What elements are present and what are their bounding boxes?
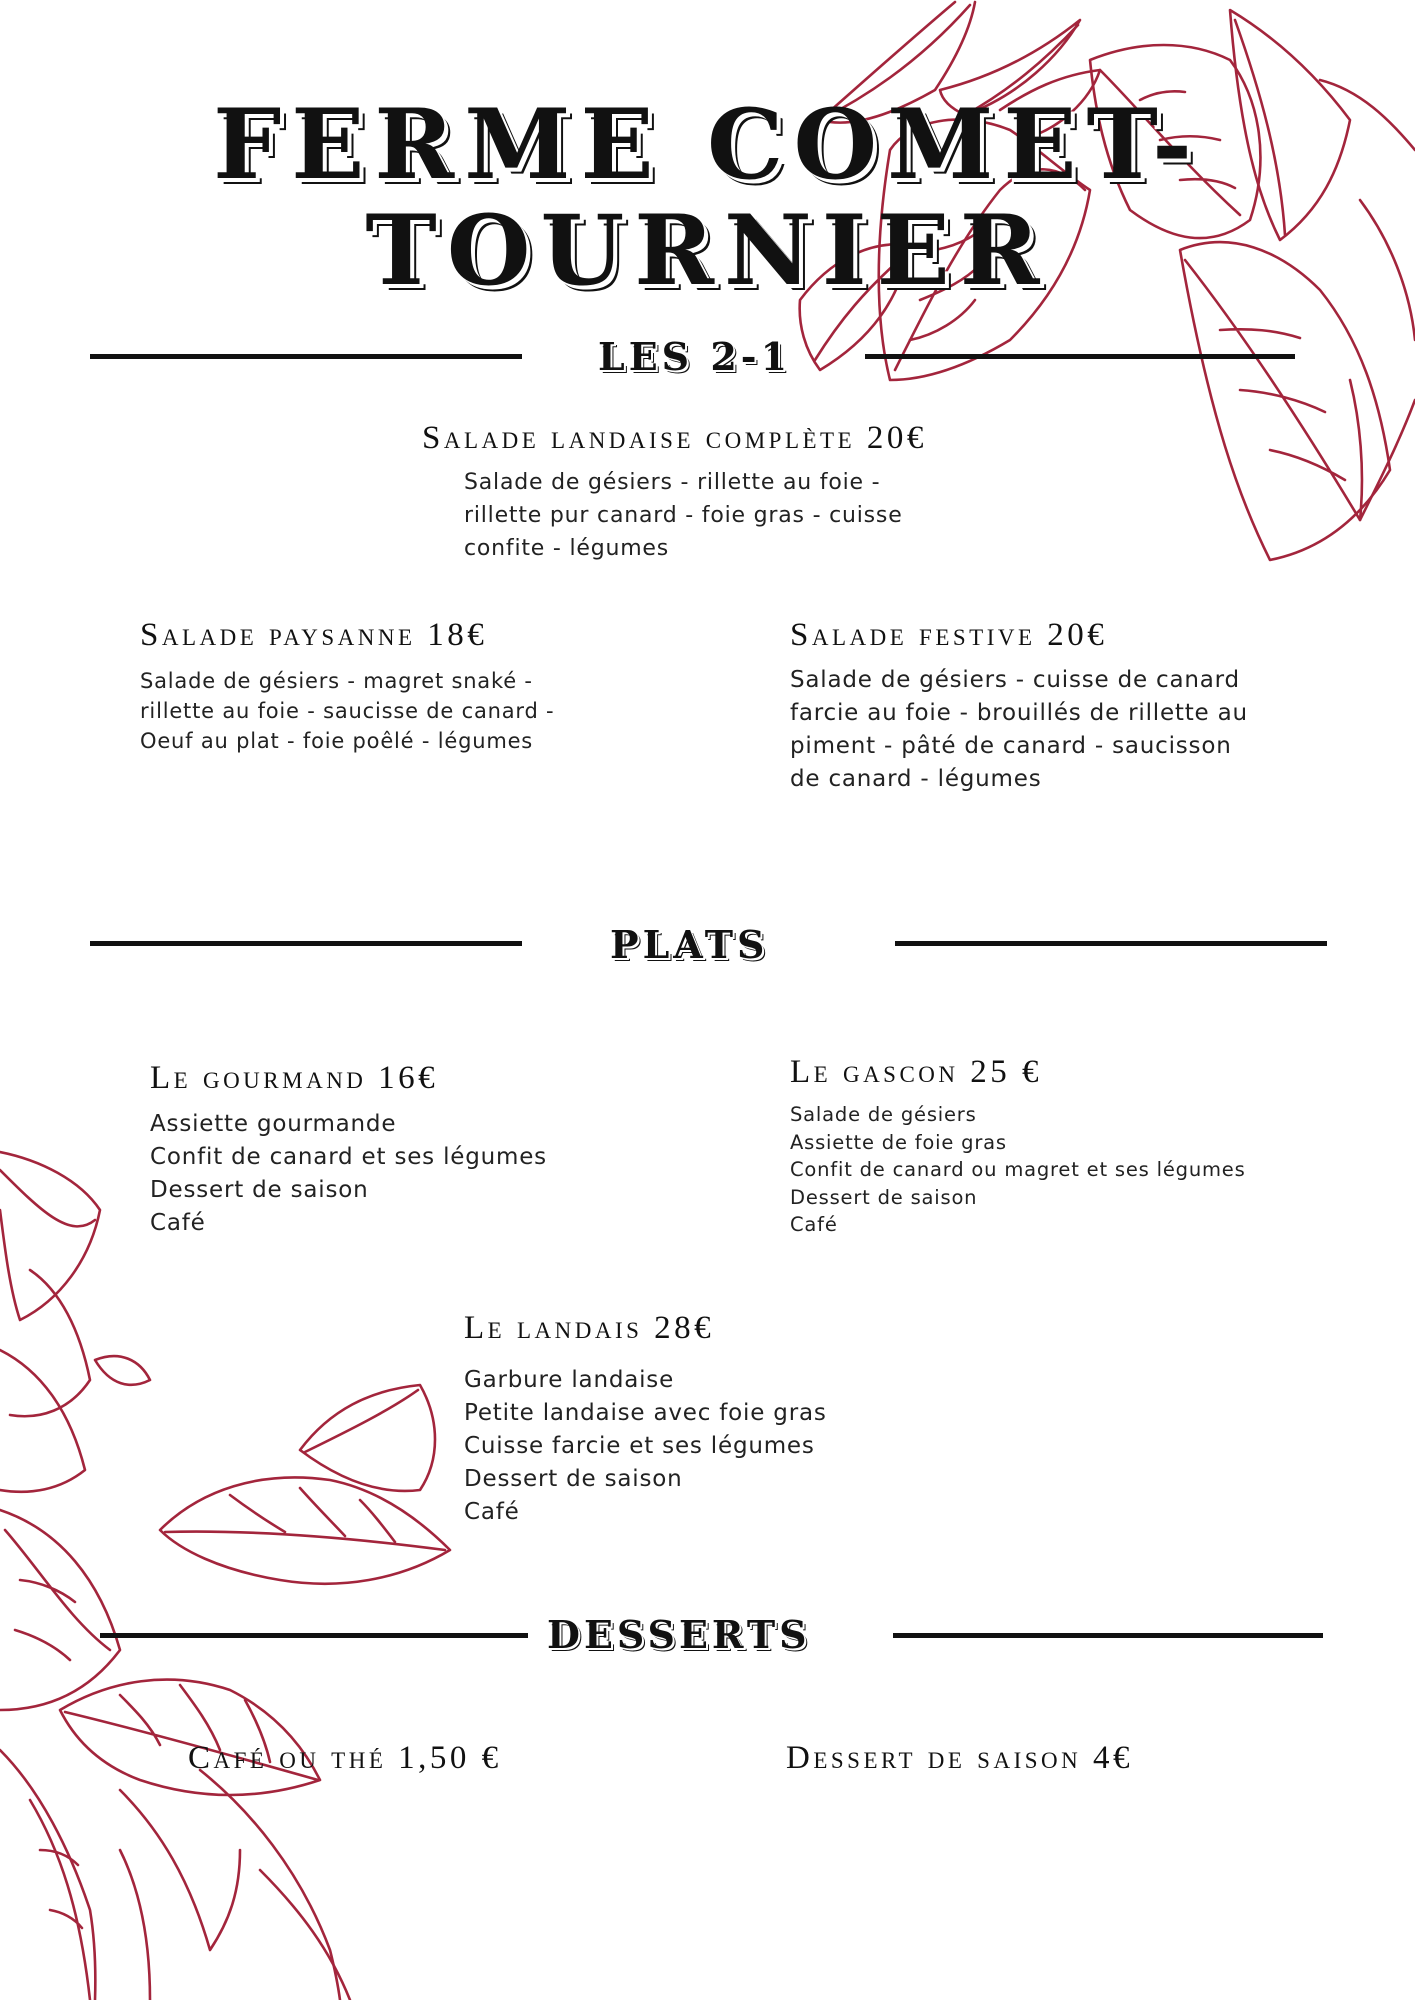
dish-description — [790, 664, 1248, 796]
dish-description-line: piment - pâté de canard - saucisson — [790, 733, 1232, 759]
dish-description-line: de canard - légumes — [790, 766, 1042, 792]
section-divider-left — [90, 941, 522, 946]
dish-name: Salade festive 20€ — [790, 617, 1108, 653]
dish-description-line: Assiette gourmande — [150, 1111, 397, 1137]
restaurant-title — [60, 88, 1355, 307]
dish-description-line: Café — [790, 1213, 838, 1236]
dish-description-line: rillette au foie - saucisse de canard - — [140, 699, 555, 723]
dish-description-line: Dessert de saison — [790, 1185, 978, 1209]
section-heading-plats: PLATS — [610, 922, 769, 967]
dish-description-line: Salade de gésiers - magret snaké - — [140, 669, 533, 693]
section-divider-right — [865, 354, 1295, 359]
dish-description-line: Salade de gésiers - cuisse de canard — [790, 667, 1240, 693]
dish-description-line: Dessert de saison — [150, 1177, 369, 1203]
section-divider-right — [893, 1633, 1323, 1638]
dish-description-line: Assiette de foie gras — [790, 1130, 1007, 1154]
dish-description — [464, 1364, 827, 1529]
dish-description-line: Garbure landaise — [464, 1367, 675, 1393]
dish-description-line: Oeuf au plat - foie poêlé - légumes — [140, 729, 534, 753]
section-heading-desserts: DESSERTS — [547, 1612, 811, 1657]
title-line-1: FERME COMET- — [213, 88, 1202, 201]
dish-description-line: rillette pur canard - foie gras - cuisse — [464, 503, 903, 528]
dish-description — [464, 466, 903, 565]
dish-name: Café ou thé 1,50 € — [188, 1740, 502, 1776]
dish-description-line: Café — [464, 1499, 520, 1525]
section-divider-left — [90, 354, 522, 359]
dish-description — [150, 1108, 547, 1240]
section-heading-entrees: LES 2-1 — [598, 334, 792, 379]
section-divider-left — [100, 1633, 528, 1638]
dish-description-line: farcie au foie - brouillés de rillette au — [790, 700, 1248, 726]
dish-description-line: Confit de canard ou magret et ses légumes — [790, 1158, 1246, 1181]
dish-name: Le landais 28€ — [464, 1310, 715, 1346]
dish-description-line: Salade de gésiers — [790, 1103, 977, 1126]
leaf-illustration-bottom-left — [0, 1150, 500, 2000]
dish-name: Dessert de saison 4€ — [786, 1740, 1134, 1776]
dish-description — [140, 666, 554, 756]
dish-description-line: confite - légumes — [464, 536, 670, 561]
section-divider-right — [895, 941, 1327, 946]
dish-description-line: Confit de canard et ses légumes — [150, 1144, 547, 1170]
dish-description-line: Petite landaise avec foie gras — [464, 1400, 827, 1426]
dish-description-line: Cuisse farcie et ses légumes — [464, 1433, 815, 1459]
dish-name: Salade paysanne 18€ — [140, 617, 488, 653]
dish-name: Salade landaise complète 20€ — [422, 420, 927, 456]
dish-name: Le gourmand 16€ — [150, 1060, 439, 1096]
dish-description-line: Café — [150, 1210, 206, 1236]
dish-description — [790, 1101, 1246, 1239]
title-line-2: TOURNIER — [365, 194, 1050, 307]
dish-description-line: Salade de gésiers - rillette au foie - — [464, 470, 881, 495]
dish-description-line: Dessert de saison — [464, 1466, 683, 1492]
dish-name: Le gascon 25 € — [790, 1054, 1043, 1090]
